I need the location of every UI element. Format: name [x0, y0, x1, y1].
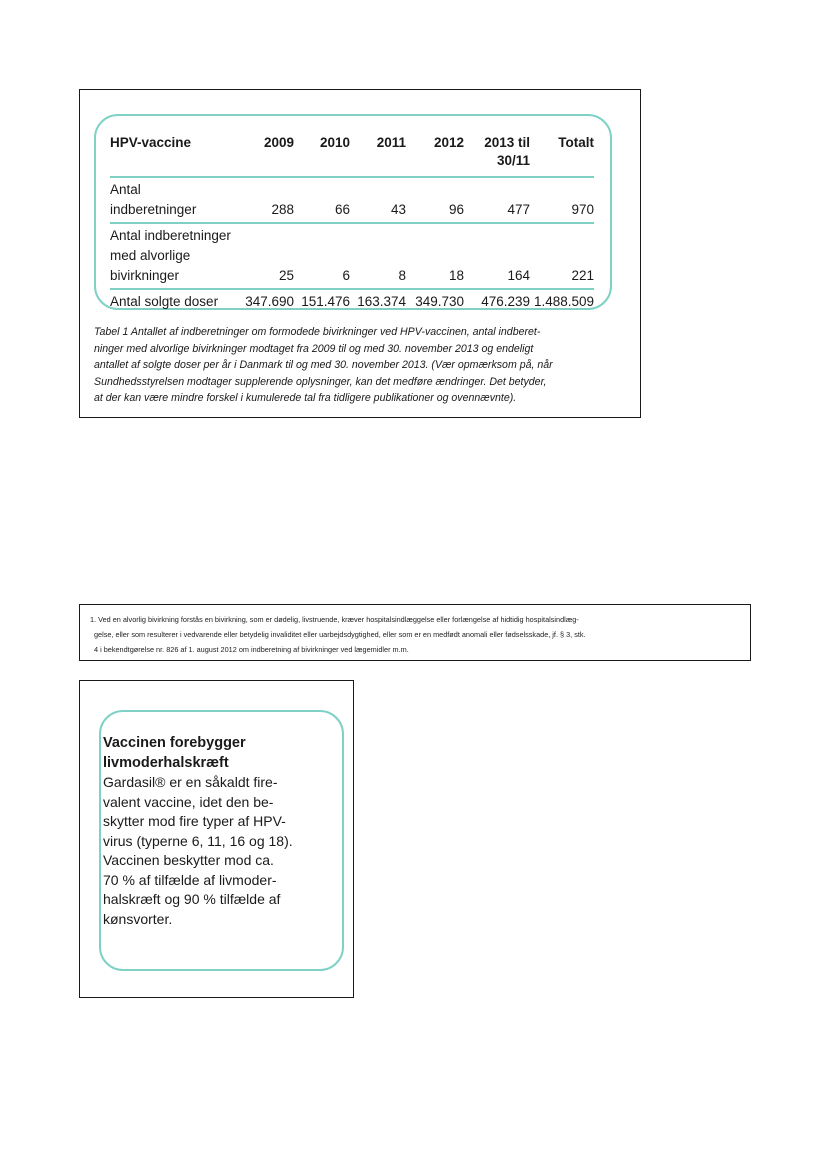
row-label-line: bivirkninger — [110, 268, 180, 283]
fact-body-line: halskræft og 90 % tilfælde af — [103, 891, 281, 907]
row-label — [110, 223, 238, 289]
row-label — [110, 177, 238, 223]
fact-box — [79, 680, 354, 998]
fact-body-line: skytter mod fire typer af HPV- — [103, 813, 286, 829]
footnote-box — [79, 604, 751, 661]
fact-body — [103, 773, 313, 929]
fact-body-line: virus (typerne 6, 11, 16 og 18). — [103, 832, 293, 849]
col-header-totalt: Totalt — [530, 134, 594, 177]
cell-2010: 6 — [294, 223, 350, 289]
col-header-2011: 2011 — [350, 134, 406, 177]
caption-line: at der kan være mindre forskel i kumulerede tal fra tidligere publikationer og ovennævnte). — [94, 392, 517, 404]
table-figure — [79, 89, 641, 418]
cell-2013: 477 — [464, 177, 530, 223]
cell-2009: 25 — [238, 223, 294, 289]
footnote-line: 4 i bekendtgørelse nr. 826 af 1. august 2012 om indberetning af bivirkninger ved lægemidler m.m. — [94, 645, 409, 654]
fact-body-line: 70 % af tilfælde af livmoder- — [103, 871, 277, 888]
table-header-row — [110, 134, 594, 177]
caption-line: ninger med alvorlige bivirkninger modtaget fra 2009 til og med 30. november 2013 og endeligt — [94, 342, 534, 355]
table-caption — [94, 324, 614, 407]
footnote-line: 1. Ved en alvorlig bivirkning forstås en bivirkning, som er dødelig, livstruende, kræver hospitalsindlæggelse eller forlængelse af hidtidig hospitalsindlæg- — [90, 615, 579, 624]
row-label-line: Antal — [110, 182, 141, 197]
fact-body-line: Gardasil® er en såkaldt fire- — [103, 774, 278, 790]
cell-2011: 163.374 — [357, 294, 406, 309]
cell-2011: 8 — [350, 223, 406, 289]
row-label-line: med alvorlige — [110, 248, 191, 263]
col-header-2013-line2: 30/11 — [496, 153, 530, 168]
fact-body-line: valent vaccine, idet den be- — [103, 793, 274, 810]
cell-2009: 347.690 — [245, 294, 294, 309]
col-header-hpv-vaccine: HPV-vaccine — [110, 134, 238, 177]
table-panel — [94, 114, 612, 310]
table-row — [110, 223, 594, 289]
table-row — [110, 177, 594, 223]
fact-body-line: Vaccinen beskytter mod ca. — [103, 852, 274, 868]
caption-line: antallet af solgte doser per år i Danmark til og med 30. november 2013. (Vær opmærksom på, når — [94, 359, 553, 371]
footnote-text — [90, 612, 730, 657]
caption-line: Sundhedsstyrelsen modtager supplerende oplysninger, kan det medføre ændringer. Det betyder, — [94, 375, 547, 388]
fact-heading — [103, 734, 313, 773]
cell-2012: 349.730 — [415, 294, 464, 309]
col-header-2009: 2009 — [238, 134, 294, 177]
row-label: Antal solgte doser — [110, 294, 219, 309]
cell-2012: 96 — [406, 177, 464, 223]
table-row — [110, 289, 594, 314]
cell-totalt: 221 — [530, 223, 594, 289]
cell-2011: 43 — [350, 177, 406, 223]
row-label-line: Antal indberetninger — [110, 228, 231, 243]
cell-2013: 476.239 — [481, 294, 530, 309]
footnote-line: gelse, eller som resulterer i vedvarende eller betydelig invaliditet eller uarbejdsdygtighed, eller som er en medfødt anomali eller fødselsskade, jf. § 3, stk. — [94, 630, 586, 639]
cell-totalt: 970 — [530, 177, 594, 223]
cell-2009: 288 — [238, 177, 294, 223]
cell-totalt: 1.488.509 — [533, 294, 594, 309]
fact-heading-line: livmoderhalskræft — [103, 754, 229, 771]
row-label-line: indberetninger — [110, 202, 197, 217]
col-header-2013 — [464, 134, 530, 177]
hpv-table — [110, 134, 594, 314]
cell-2012: 18 — [406, 223, 464, 289]
fact-heading-line: Vaccinen forebygger — [103, 735, 246, 751]
col-header-2013-line1: 2013 til — [484, 135, 530, 150]
cell-2010: 66 — [294, 177, 350, 223]
cell-2013: 164 — [464, 223, 530, 289]
caption-line: Tabel 1 Antallet af indberetninger om formodede bivirkninger ved HPV-vaccinen, antal indberet- — [94, 326, 541, 338]
fact-content — [103, 734, 313, 929]
fact-body-line: kønsvorter. — [103, 910, 173, 927]
cell-2010: 151.476 — [301, 294, 350, 309]
col-header-2012: 2012 — [406, 134, 464, 177]
col-header-2010: 2010 — [294, 134, 350, 177]
